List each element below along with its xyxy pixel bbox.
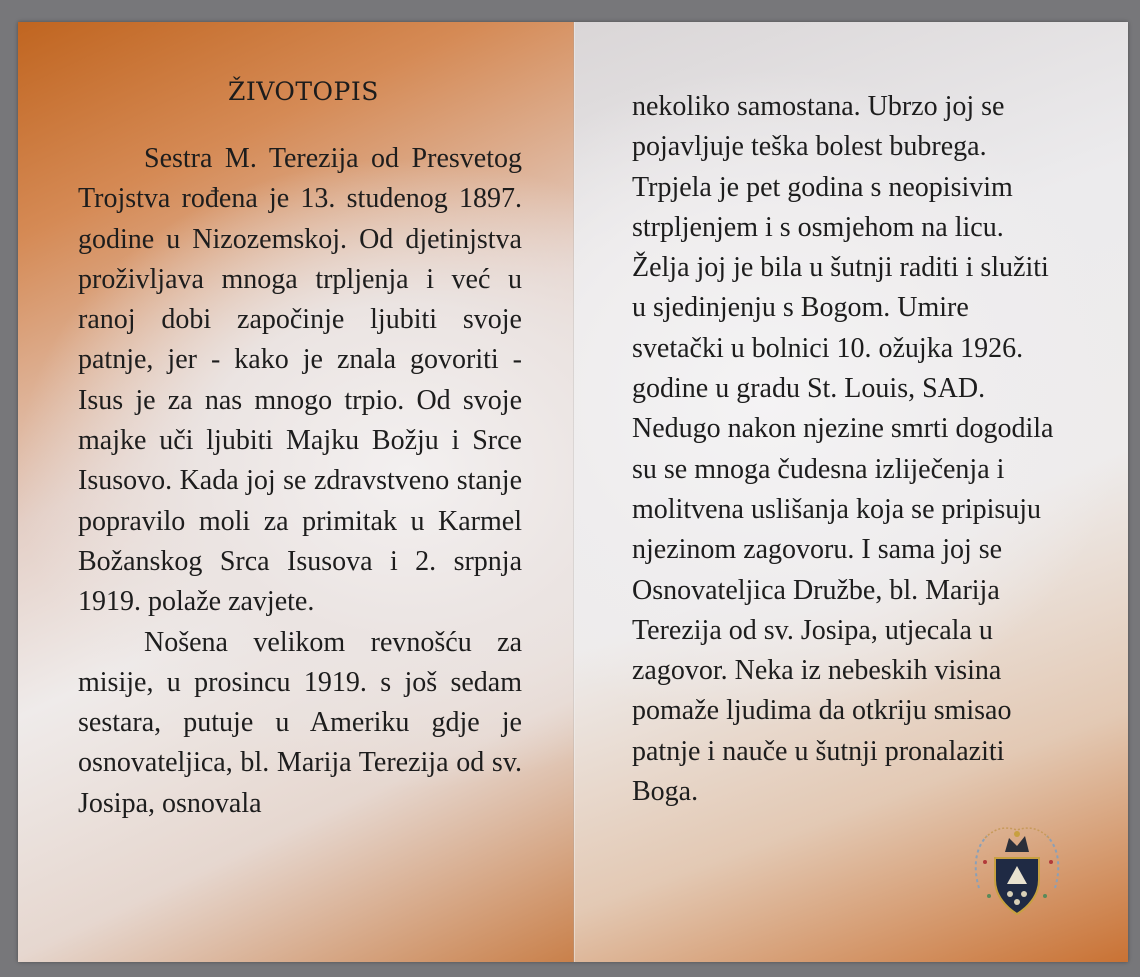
- right-page: [574, 22, 1128, 962]
- card-fold: [573, 22, 575, 962]
- left-page: [18, 22, 574, 962]
- holy-card: [18, 22, 1128, 962]
- carmelite-coat-of-arms-icon: [965, 818, 1069, 922]
- right-page-text: [632, 87, 1065, 812]
- left-page-text: [78, 139, 522, 824]
- page-title: ŽIVOTOPIS: [228, 77, 379, 106]
- biography-paragraph-3: nekoliko samostana. Ubrzo joj se pojavljuje teška bolest bubrega. Trpjela je pet godina s neopisivim strpljenjem i s osmjehom na licu. Želja joj je bila u šutnji raditi i služiti u sjedinjenju s Bogom. Umire svetački u bolnici 10. ožujka 1926. godine u gradu St. Louis, SAD. Nedugo nakon njezine smrti dogodila su se mnoga čudesna izliječenja i molitvena uslišanja koja se pripisuju njezinom zagovoru. I sama joj se Osnovateljica Družbe, bl. Marija Terezija od sv. Josipa, utjecala u zagovor. Neka iz nebeskih visina pomaže ljudima da otkriju smisao patnje i nauče u šutnji pronalaziti Boga.: [632, 91, 1054, 808]
- biography-paragraph-1: Sestra M. Terezija od Presvetog Trojstva rođena je 13. studenog 1897. godine u Nizozemskoj. Od djetinjstva proživljava mnoga trpljenja i već u ranoj dobi započinje ljubiti svoje patnje, jer - kako je znala govoriti - Isus je za nas mnogo trpio. Od svoje majke uči ljubiti Majku Božju i Srce Isusovo. Kada joj se zdravstveno stanje popravilo moli za primitak u Karmel Božanskog Srca Isusova i 2. srpnja 1919. polaže zavjete.: [78, 143, 522, 618]
- biography-paragraph-2: Nošena velikom revnošću za misije, u prosincu 1919. s još sedam sestara, putuje u Ameriku gdje je osnovateljica, bl. Marija Terezija od sv. Josipa, osnovala: [78, 626, 522, 819]
